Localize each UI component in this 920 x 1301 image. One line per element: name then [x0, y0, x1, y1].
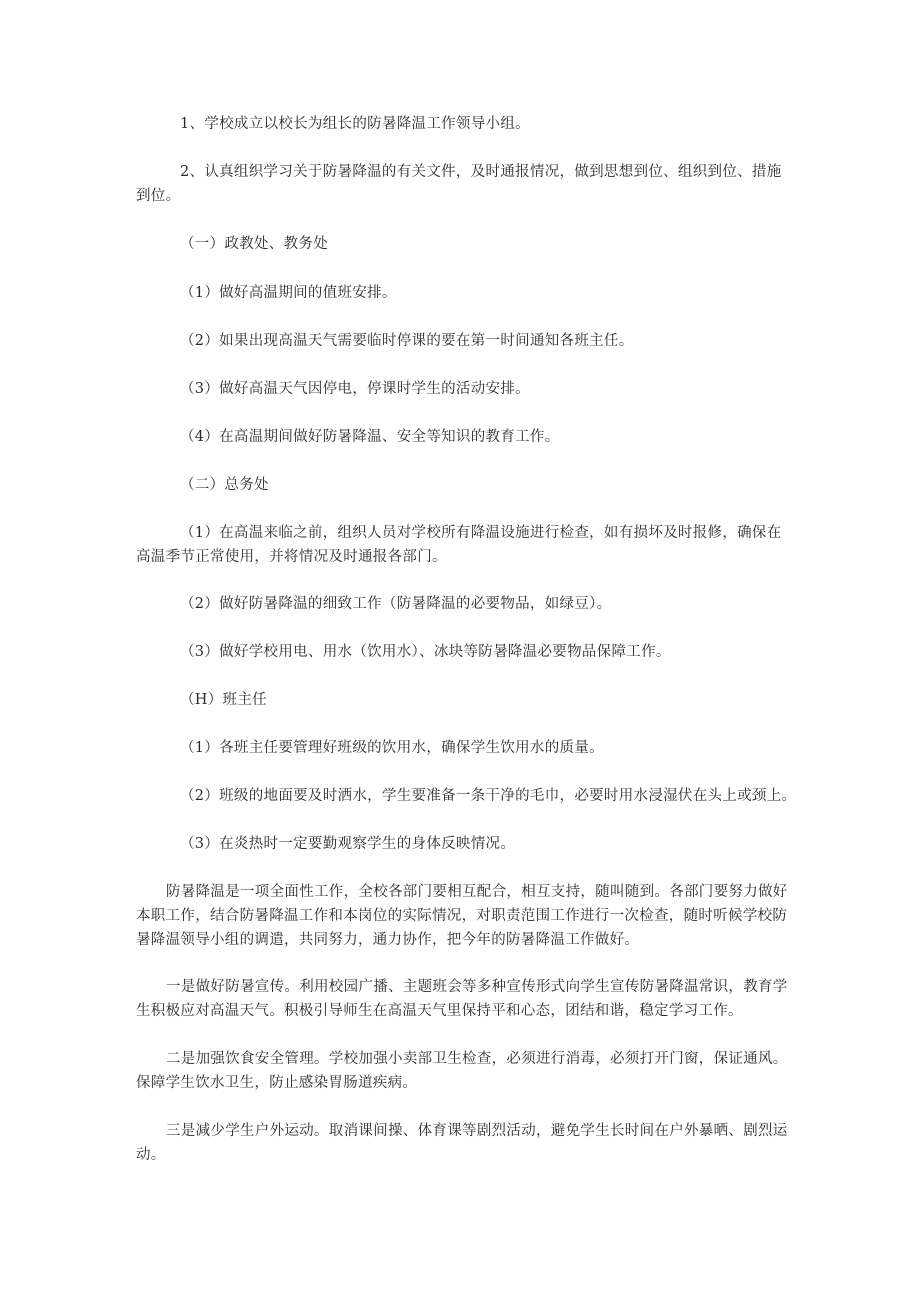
item-floor-watering: （2）班级的地面要及时洒水，学生要准备一条干净的毛巾，必要时用水浸湿伏在头上或颈上。	[180, 788, 797, 804]
item-observe-students: （3）在炎热时一定要勤观察学生的身体反映情况。	[180, 836, 516, 852]
item-class-suspension-notice: （2）如果出现高温天气需要临时停课的要在第一时间通知各班主任。	[180, 333, 634, 349]
paragraph-leadership-group: 1、学校成立以校长为组长的防暑降温工作领导小组。	[180, 116, 530, 132]
heading-head-teachers: （H）班主任	[180, 692, 267, 708]
paragraph-study-documents: 2、认真组织学习关于防暑降温的有关文件，及时通报情况，做到思想到位、组织到位、措施到位。	[136, 164, 782, 204]
item-cooling-facility-check: （1）在高温来临之前，组织人员对学校所有降温设施进行检查，如有损坏及时报修，确保在高温季节正常使用，并将情况及时通报各部门。	[136, 525, 782, 565]
item-power-outage-activities: （3）做好高温天气因停电，停课时学生的活动安排。	[180, 381, 530, 397]
heading-general-affairs-office: （二）总务处	[180, 477, 269, 493]
paragraph-publicity: 一是做好防暑宣传。利用校园广播、主题班会等多种宣传形式向学生宣传防暑降温常识，教育学生积极应对高温天气。积极引导师生在高温天气里保持平和心态，团结和谐，稳定学习工作。	[136, 979, 788, 1019]
paragraph-food-safety: 二是加强饮食安全管理。学校加强小卖部卫生检查，必须进行消毒，必须打开门窗，保证通风。保障学生饮水卫生，防止感染胃肠道疾病。	[136, 1051, 788, 1091]
paragraph-overall-work: 防暑降温是一项全面性工作，全校各部门要相互配合，相互支持，随叫随到。各部门要努力做好本职工作，结合防暑降温工作和本岗位的实际情况，对职责范围工作进行一次检查，随时听候学校防暑降温领导小组的调遣，共同努力，通力协作，把今年的防暑降温工作做好。	[136, 884, 788, 948]
item-safety-education: （4）在高温期间做好防暑降温、安全等知识的教育工作。	[180, 429, 560, 445]
item-cooling-supplies: （2）做好防暑降温的细致工作（防暑降温的必要物品，如绿豆）。	[180, 596, 612, 612]
item-duty-arrangement: （1）做好高温期间的值班安排。	[180, 285, 397, 301]
item-utilities-guarantee: （3）做好学校用电、用水（饮用水）、冰块等防暑降温必要物品保障工作。	[180, 644, 671, 660]
paragraph-outdoor-activities: 三是减少学生户外运动。取消课间操、体育课等剧烈活动，避免学生长时间在户外暴晒、剧烈运动。	[136, 1123, 788, 1163]
item-drinking-water: （1）各班主任要管理好班级的饮用水，确保学生饮用水的质量。	[180, 740, 604, 756]
heading-political-education-office: （一）政教处、教务处	[180, 236, 328, 252]
